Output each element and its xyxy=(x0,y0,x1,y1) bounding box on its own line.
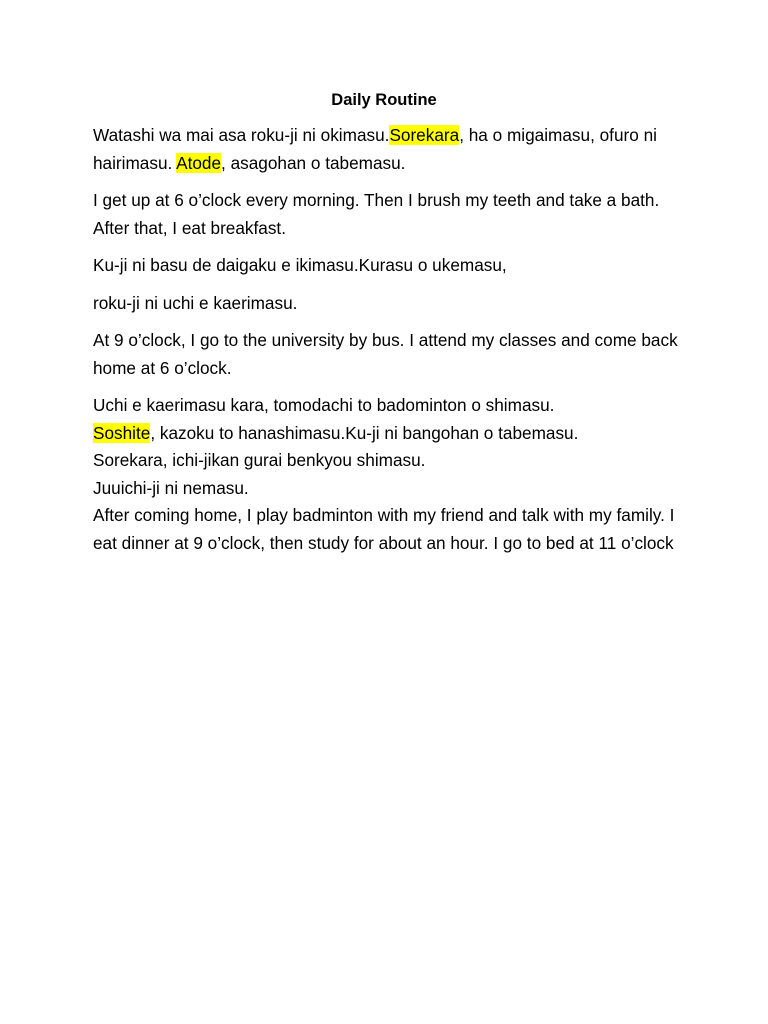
text-line: Juuichi-ji ni nemasu. xyxy=(93,477,249,498)
paragraph-romaji-return: roku-ji ni uchi e kaerimasu. xyxy=(93,292,298,313)
paragraph-english-evening: After coming home, I play badminton with my friend and talk with my family. I eat dinner at 9 o’clock, then study for about an hour. I go to bed at 11 o’clock xyxy=(93,505,675,553)
highlighted-word-sorekara: Sorekara xyxy=(389,125,460,145)
document-body xyxy=(93,122,693,557)
text-run: , ha o migaimasu, ofuro ni hairimasu. xyxy=(93,125,657,173)
text-line: Uchi e kaerimasu kara, tomodachi to badominton o shimasu. xyxy=(93,395,555,415)
text-line: , kazoku to hanashimasu.Ku-ji ni bangohan o tabemasu. xyxy=(150,422,579,443)
paragraph-english-morning: I get up at 6 o’clock every morning. Then I brush my teeth and take a bath. After that, I eat breakfast. xyxy=(93,190,660,238)
paragraph-english-university: At 9 o’clock, I go to the university by bus. I attend my classes and come back home at 6 o’clock. xyxy=(93,330,678,378)
text-line: Sorekara, ichi-jikan gurai benkyou shimasu. xyxy=(93,450,426,470)
document-title: Daily Routine xyxy=(331,91,437,109)
paragraph-romaji-university: Ku-ji ni basu de daigaku e ikimasu.Kurasu o ukemasu, xyxy=(93,255,507,275)
text-run: Watashi wa mai asa roku-ji ni okimasu. xyxy=(93,125,390,145)
text-run: , asagohan o tabemasu. xyxy=(221,152,406,173)
paragraph-romaji-evening xyxy=(93,392,693,557)
highlighted-word-soshite: Soshite xyxy=(93,422,151,443)
highlighted-word-atode: Atode xyxy=(176,152,222,173)
paragraph-romaji-morning xyxy=(93,122,693,177)
